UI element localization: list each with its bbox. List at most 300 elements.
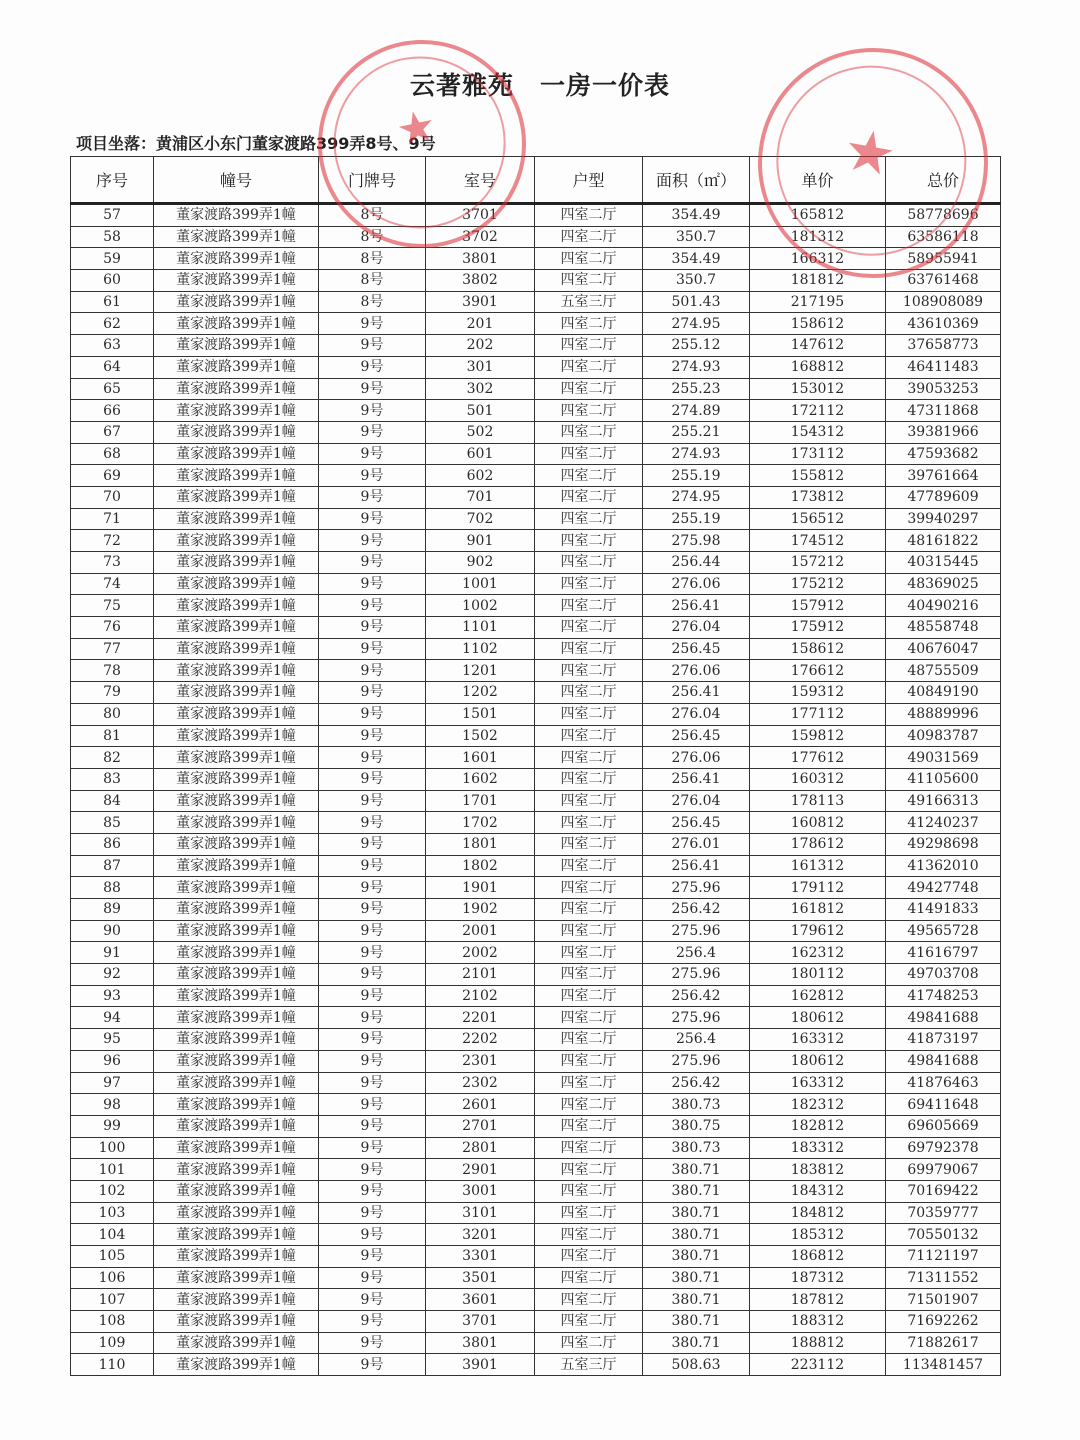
building-cell: 董家渡路399弄1幢 — [154, 682, 319, 704]
building-cell: 董家渡路399弄1幢 — [154, 1137, 319, 1159]
table-row — [71, 1159, 1001, 1181]
area-cell: 274.89 — [643, 400, 750, 422]
unit-price-cell: 187312 — [750, 1267, 886, 1289]
total-price-cell: 70169422 — [886, 1180, 1001, 1202]
total-price-cell: 49427748 — [886, 877, 1001, 899]
table-row — [71, 1224, 1001, 1246]
building-cell: 董家渡路399弄1幢 — [154, 1202, 319, 1224]
door-number-cell: 9号 — [319, 400, 426, 422]
unit-price-cell: 178113 — [750, 790, 886, 812]
building-cell: 董家渡路399弄1幢 — [154, 1289, 319, 1311]
star-icon: ★ — [391, 99, 441, 158]
room-number-cell: 302 — [426, 378, 535, 400]
door-number-cell: 9号 — [319, 703, 426, 725]
table-row — [71, 1246, 1001, 1268]
layout-cell: 四室二厅 — [535, 573, 643, 595]
unit-price-cell: 179112 — [750, 877, 886, 899]
table-row — [71, 421, 1001, 443]
door-number-cell: 9号 — [319, 638, 426, 660]
building-cell: 董家渡路399弄1幢 — [154, 1332, 319, 1354]
building-cell: 董家渡路399弄1幢 — [154, 291, 319, 313]
building-cell: 董家渡路399弄1幢 — [154, 443, 319, 465]
unit-price-cell: 182312 — [750, 1094, 886, 1116]
table-row — [71, 465, 1001, 487]
index-cell: 75 — [71, 595, 154, 617]
building-cell: 董家渡路399弄1幢 — [154, 768, 319, 790]
table-row — [71, 313, 1001, 335]
area-cell: 255.23 — [643, 378, 750, 400]
header-building: 幢号 — [154, 157, 319, 204]
room-number-cell: 3001 — [426, 1180, 535, 1202]
unit-price-cell: 166312 — [750, 248, 886, 270]
total-price-cell: 40983787 — [886, 725, 1001, 747]
layout-cell: 四室二厅 — [535, 899, 643, 921]
total-price-cell: 49841688 — [886, 1050, 1001, 1072]
door-number-cell: 9号 — [319, 985, 426, 1007]
layout-cell: 四室二厅 — [535, 660, 643, 682]
door-number-cell: 9号 — [319, 1332, 426, 1354]
unit-price-cell: 175912 — [750, 617, 886, 639]
layout-cell: 四室二厅 — [535, 1159, 643, 1181]
unit-price-cell: 163312 — [750, 1072, 886, 1094]
index-cell: 100 — [71, 1137, 154, 1159]
room-number-cell: 1202 — [426, 682, 535, 704]
index-cell: 97 — [71, 1072, 154, 1094]
index-cell: 86 — [71, 833, 154, 855]
room-number-cell: 1002 — [426, 595, 535, 617]
index-cell: 89 — [71, 899, 154, 921]
room-number-cell: 2601 — [426, 1094, 535, 1116]
area-cell: 276.06 — [643, 660, 750, 682]
layout-cell: 四室二厅 — [535, 378, 643, 400]
table-row — [71, 1289, 1001, 1311]
layout-cell: 四室二厅 — [535, 638, 643, 660]
door-number-cell: 9号 — [319, 1311, 426, 1333]
layout-cell: 四室二厅 — [535, 465, 643, 487]
door-number-cell: 9号 — [319, 486, 426, 508]
layout-cell: 四室二厅 — [535, 703, 643, 725]
table-row — [71, 964, 1001, 986]
index-cell: 96 — [71, 1050, 154, 1072]
door-number-cell: 9号 — [319, 812, 426, 834]
layout-cell: 四室二厅 — [535, 964, 643, 986]
area-cell: 275.96 — [643, 877, 750, 899]
table-row — [71, 617, 1001, 639]
layout-cell: 四室二厅 — [535, 1202, 643, 1224]
table-row — [71, 595, 1001, 617]
table-row — [71, 768, 1001, 790]
index-cell: 83 — [71, 768, 154, 790]
building-cell: 董家渡路399弄1幢 — [154, 552, 319, 574]
index-cell: 91 — [71, 942, 154, 964]
total-price-cell: 48755509 — [886, 660, 1001, 682]
door-number-cell: 9号 — [319, 530, 426, 552]
room-number-cell: 601 — [426, 443, 535, 465]
table-row — [71, 812, 1001, 834]
index-cell: 72 — [71, 530, 154, 552]
total-price-cell: 40849190 — [886, 682, 1001, 704]
door-number-cell: 8号 — [319, 226, 426, 248]
index-cell: 58 — [71, 226, 154, 248]
index-cell: 90 — [71, 920, 154, 942]
table-row — [71, 855, 1001, 877]
index-cell: 82 — [71, 747, 154, 769]
table-header-row — [71, 157, 1001, 204]
unit-price-cell: 157212 — [750, 552, 886, 574]
total-price-cell: 43610369 — [886, 313, 1001, 335]
table-row — [71, 1180, 1001, 1202]
layout-cell: 四室二厅 — [535, 985, 643, 1007]
index-cell: 94 — [71, 1007, 154, 1029]
layout-cell: 四室二厅 — [535, 812, 643, 834]
total-price-cell: 39761664 — [886, 465, 1001, 487]
table-row — [71, 291, 1001, 313]
unit-price-cell: 179612 — [750, 920, 886, 942]
room-number-cell: 3801 — [426, 1332, 535, 1354]
layout-cell: 四室二厅 — [535, 1289, 643, 1311]
total-price-cell: 39940297 — [886, 508, 1001, 530]
building-cell: 董家渡路399弄1幢 — [154, 812, 319, 834]
door-number-cell: 9号 — [319, 768, 426, 790]
area-cell: 256.41 — [643, 595, 750, 617]
area-cell: 274.95 — [643, 486, 750, 508]
unit-price-cell: 182812 — [750, 1115, 886, 1137]
index-cell: 87 — [71, 855, 154, 877]
area-cell: 256.4 — [643, 942, 750, 964]
total-price-cell: 47789609 — [886, 486, 1001, 508]
index-cell: 99 — [71, 1115, 154, 1137]
unit-price-cell: 161812 — [750, 899, 886, 921]
building-cell: 董家渡路399弄1幢 — [154, 226, 319, 248]
room-number-cell: 3201 — [426, 1224, 535, 1246]
total-price-cell: 41873197 — [886, 1029, 1001, 1051]
building-cell: 董家渡路399弄1幢 — [154, 660, 319, 682]
building-cell: 董家渡路399弄1幢 — [154, 920, 319, 942]
door-number-cell: 9号 — [319, 1180, 426, 1202]
unit-price-cell: 184812 — [750, 1202, 886, 1224]
room-number-cell: 2101 — [426, 964, 535, 986]
total-price-cell: 70550132 — [886, 1224, 1001, 1246]
total-price-cell: 47311868 — [886, 400, 1001, 422]
table-row — [71, 1007, 1001, 1029]
building-cell: 董家渡路399弄1幢 — [154, 204, 319, 227]
unit-price-cell: 147612 — [750, 335, 886, 357]
layout-cell: 四室二厅 — [535, 747, 643, 769]
table-row — [71, 400, 1001, 422]
layout-cell: 四室二厅 — [535, 1180, 643, 1202]
index-cell: 105 — [71, 1246, 154, 1268]
table-row — [71, 1050, 1001, 1072]
layout-cell: 四室二厅 — [535, 443, 643, 465]
area-cell: 380.71 — [643, 1224, 750, 1246]
unit-price-cell: 187812 — [750, 1289, 886, 1311]
building-cell: 董家渡路399弄1幢 — [154, 725, 319, 747]
unit-price-cell: 174512 — [750, 530, 886, 552]
area-cell: 255.12 — [643, 335, 750, 357]
unit-price-cell: 153012 — [750, 378, 886, 400]
table-row — [71, 552, 1001, 574]
area-cell: 274.93 — [643, 443, 750, 465]
room-number-cell: 502 — [426, 421, 535, 443]
room-number-cell: 1902 — [426, 899, 535, 921]
total-price-cell: 41748253 — [886, 985, 1001, 1007]
layout-cell: 四室二厅 — [535, 1332, 643, 1354]
index-cell: 63 — [71, 335, 154, 357]
index-cell: 78 — [71, 660, 154, 682]
room-number-cell: 2001 — [426, 920, 535, 942]
building-cell: 董家渡路399弄1幢 — [154, 985, 319, 1007]
total-price-cell: 69792378 — [886, 1137, 1001, 1159]
room-number-cell: 602 — [426, 465, 535, 487]
layout-cell: 四室二厅 — [535, 725, 643, 747]
building-cell: 董家渡路399弄1幢 — [154, 617, 319, 639]
total-price-cell: 41876463 — [886, 1072, 1001, 1094]
unit-price-cell: 181812 — [750, 270, 886, 292]
index-cell: 92 — [71, 964, 154, 986]
room-number-cell: 3101 — [426, 1202, 535, 1224]
area-cell: 256.4 — [643, 1029, 750, 1051]
total-price-cell: 49031569 — [886, 747, 1001, 769]
room-number-cell: 1501 — [426, 703, 535, 725]
area-cell: 256.41 — [643, 682, 750, 704]
door-number-cell: 9号 — [319, 833, 426, 855]
unit-price-cell: 157912 — [750, 595, 886, 617]
unit-price-cell: 158612 — [750, 313, 886, 335]
index-cell: 103 — [71, 1202, 154, 1224]
area-cell: 256.45 — [643, 812, 750, 834]
area-cell: 256.41 — [643, 768, 750, 790]
layout-cell: 五室三厅 — [535, 291, 643, 313]
index-cell: 71 — [71, 508, 154, 530]
page-title: 云著雅苑 一房一价表 — [409, 71, 670, 100]
table-row — [71, 638, 1001, 660]
building-cell: 董家渡路399弄1幢 — [154, 1246, 319, 1268]
index-cell: 61 — [71, 291, 154, 313]
area-cell: 256.45 — [643, 638, 750, 660]
total-price-cell: 71882617 — [886, 1332, 1001, 1354]
table-row — [71, 877, 1001, 899]
area-cell: 255.19 — [643, 508, 750, 530]
layout-cell: 四室二厅 — [535, 1311, 643, 1333]
table-row — [71, 920, 1001, 942]
unit-price-cell: 162812 — [750, 985, 886, 1007]
area-cell: 275.98 — [643, 530, 750, 552]
table-row — [71, 1137, 1001, 1159]
total-price-cell: 49841688 — [886, 1007, 1001, 1029]
room-number-cell: 3301 — [426, 1246, 535, 1268]
area-cell: 380.71 — [643, 1311, 750, 1333]
layout-cell: 四室二厅 — [535, 356, 643, 378]
table-row — [71, 270, 1001, 292]
room-number-cell: 202 — [426, 335, 535, 357]
area-cell: 380.71 — [643, 1246, 750, 1268]
room-number-cell: 2801 — [426, 1137, 535, 1159]
area-cell: 380.71 — [643, 1332, 750, 1354]
door-number-cell: 9号 — [319, 790, 426, 812]
layout-cell: 四室二厅 — [535, 942, 643, 964]
building-cell: 董家渡路399弄1幢 — [154, 790, 319, 812]
table-row — [71, 378, 1001, 400]
unit-price-cell: 154312 — [750, 421, 886, 443]
door-number-cell: 9号 — [319, 443, 426, 465]
unit-price-cell: 172112 — [750, 400, 886, 422]
table-row — [71, 356, 1001, 378]
area-cell: 380.71 — [643, 1202, 750, 1224]
door-number-cell: 9号 — [319, 682, 426, 704]
index-cell: 108 — [71, 1311, 154, 1333]
total-price-cell: 71501907 — [886, 1289, 1001, 1311]
total-price-cell: 46411483 — [886, 356, 1001, 378]
room-number-cell: 2302 — [426, 1072, 535, 1094]
total-price-cell: 49703708 — [886, 964, 1001, 986]
room-number-cell: 2202 — [426, 1029, 535, 1051]
room-number-cell: 3702 — [426, 226, 535, 248]
table-row — [71, 204, 1001, 227]
area-cell: 380.71 — [643, 1180, 750, 1202]
room-number-cell: 2701 — [426, 1115, 535, 1137]
unit-price-cell: 173112 — [750, 443, 886, 465]
total-price-cell: 41616797 — [886, 942, 1001, 964]
room-number-cell: 701 — [426, 486, 535, 508]
building-cell: 董家渡路399弄1幢 — [154, 486, 319, 508]
door-number-cell: 9号 — [319, 1224, 426, 1246]
total-price-cell: 40315445 — [886, 552, 1001, 574]
table-row — [71, 335, 1001, 357]
door-number-cell: 9号 — [319, 421, 426, 443]
unit-price-cell: 178612 — [750, 833, 886, 855]
table-row — [71, 899, 1001, 921]
building-cell: 董家渡路399弄1幢 — [154, 747, 319, 769]
layout-cell: 四室二厅 — [535, 552, 643, 574]
total-price-cell: 49565728 — [886, 920, 1001, 942]
table-row — [71, 725, 1001, 747]
unit-price-cell: 186812 — [750, 1246, 886, 1268]
layout-cell: 四室二厅 — [535, 1115, 643, 1137]
area-cell: 256.42 — [643, 985, 750, 1007]
index-cell: 110 — [71, 1354, 154, 1376]
room-number-cell: 2301 — [426, 1050, 535, 1072]
header-room-number: 室号 — [426, 157, 535, 204]
area-cell: 508.63 — [643, 1354, 750, 1376]
building-cell: 董家渡路399弄1幢 — [154, 877, 319, 899]
total-price-cell: 40676047 — [886, 638, 1001, 660]
unit-price-cell: 162312 — [750, 942, 886, 964]
building-cell: 董家渡路399弄1幢 — [154, 573, 319, 595]
index-cell: 109 — [71, 1332, 154, 1354]
building-cell: 董家渡路399弄1幢 — [154, 1029, 319, 1051]
building-cell: 董家渡路399弄1幢 — [154, 465, 319, 487]
area-cell: 275.96 — [643, 920, 750, 942]
index-cell: 81 — [71, 725, 154, 747]
index-cell: 84 — [71, 790, 154, 812]
table-row — [71, 443, 1001, 465]
index-cell: 101 — [71, 1159, 154, 1181]
layout-cell: 四室二厅 — [535, 617, 643, 639]
layout-cell: 四室二厅 — [535, 1137, 643, 1159]
door-number-cell: 9号 — [319, 1029, 426, 1051]
door-number-cell: 9号 — [319, 573, 426, 595]
door-number-cell: 9号 — [319, 595, 426, 617]
index-cell: 79 — [71, 682, 154, 704]
index-cell: 57 — [71, 204, 154, 227]
room-number-cell: 902 — [426, 552, 535, 574]
index-cell: 98 — [71, 1094, 154, 1116]
layout-cell: 四室二厅 — [535, 595, 643, 617]
project-location: 项目坐落：黄浦区小东门董家渡路399弄8号、9号 — [76, 134, 436, 153]
table-row — [71, 790, 1001, 812]
area-cell: 380.71 — [643, 1289, 750, 1311]
table-row — [71, 833, 1001, 855]
building-cell: 董家渡路399弄1幢 — [154, 638, 319, 660]
building-cell: 董家渡路399弄1幢 — [154, 421, 319, 443]
index-cell: 66 — [71, 400, 154, 422]
index-cell: 74 — [71, 573, 154, 595]
building-cell: 董家渡路399弄1幢 — [154, 1007, 319, 1029]
header-area: 面积（㎡） — [643, 157, 750, 204]
door-number-cell: 9号 — [319, 378, 426, 400]
index-cell: 60 — [71, 270, 154, 292]
door-number-cell: 9号 — [319, 1072, 426, 1094]
index-cell: 85 — [71, 812, 154, 834]
building-cell: 董家渡路399弄1幢 — [154, 855, 319, 877]
total-price-cell: 58778696 — [886, 204, 1001, 227]
layout-cell: 四室二厅 — [535, 270, 643, 292]
index-cell: 76 — [71, 617, 154, 639]
index-cell: 95 — [71, 1029, 154, 1051]
building-cell: 董家渡路399弄1幢 — [154, 1115, 319, 1137]
layout-cell: 四室二厅 — [535, 855, 643, 877]
layout-cell: 四室二厅 — [535, 790, 643, 812]
area-cell: 276.06 — [643, 747, 750, 769]
door-number-cell: 9号 — [319, 313, 426, 335]
table-row — [71, 1202, 1001, 1224]
layout-cell: 四室二厅 — [535, 204, 643, 227]
door-number-cell: 9号 — [319, 725, 426, 747]
building-cell: 董家渡路399弄1幢 — [154, 1050, 319, 1072]
door-number-cell: 9号 — [319, 942, 426, 964]
area-cell: 354.49 — [643, 204, 750, 227]
room-number-cell: 3901 — [426, 1354, 535, 1376]
unit-price-cell: 183312 — [750, 1137, 886, 1159]
area-cell: 255.21 — [643, 421, 750, 443]
table-row — [71, 660, 1001, 682]
layout-cell: 四室二厅 — [535, 508, 643, 530]
room-number-cell: 1201 — [426, 660, 535, 682]
unit-price-cell: 160312 — [750, 768, 886, 790]
room-number-cell: 1702 — [426, 812, 535, 834]
building-cell: 董家渡路399弄1幢 — [154, 595, 319, 617]
room-number-cell: 3601 — [426, 1289, 535, 1311]
total-price-cell: 71121197 — [886, 1246, 1001, 1268]
header-total-price: 总价 — [886, 157, 1001, 204]
room-number-cell: 1101 — [426, 617, 535, 639]
door-number-cell: 9号 — [319, 1289, 426, 1311]
room-number-cell: 1502 — [426, 725, 535, 747]
star-icon: ★ — [838, 114, 902, 191]
unit-price-cell: 159312 — [750, 682, 886, 704]
room-number-cell: 3802 — [426, 270, 535, 292]
unit-price-cell: 180112 — [750, 964, 886, 986]
table-row — [71, 486, 1001, 508]
building-cell: 董家渡路399弄1幢 — [154, 1311, 319, 1333]
total-price-cell: 41362010 — [886, 855, 1001, 877]
total-price-cell: 113481457 — [886, 1354, 1001, 1376]
table-row — [71, 682, 1001, 704]
area-cell: 380.75 — [643, 1115, 750, 1137]
door-number-cell: 9号 — [319, 1159, 426, 1181]
layout-cell: 四室二厅 — [535, 1007, 643, 1029]
layout-cell: 四室二厅 — [535, 400, 643, 422]
